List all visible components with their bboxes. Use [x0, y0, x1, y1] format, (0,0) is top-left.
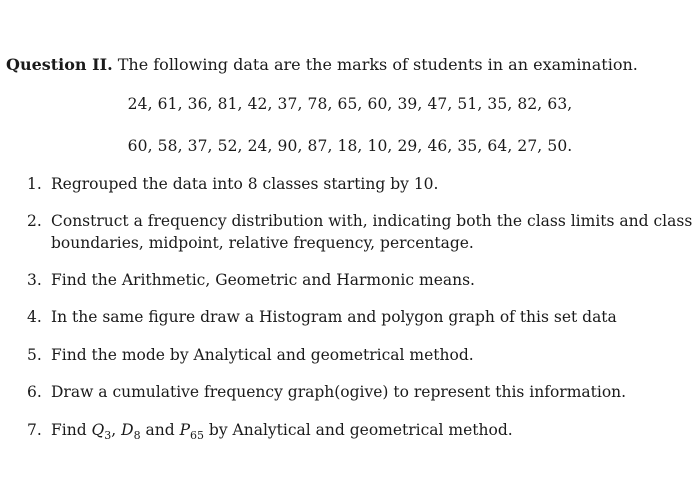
- list-item-text: Find the Arithmetic, Geometric and Harmonic means.: [51, 271, 475, 289]
- data-line-1: 24, 61, 36, 81, 42, 37, 78, 65, 60, 39, 47, 51, 35, 82, 63,: [127, 95, 573, 113]
- item-suffix: by Analytical and geometrical method.: [204, 421, 513, 439]
- list-item-5: [27, 344, 697, 366]
- list-item-3: [27, 269, 697, 291]
- data-line-2: 60, 58, 37, 52, 24, 90, 87, 18, 10, 29, 46, 35, 64, 27, 50.: [127, 137, 573, 155]
- list-item-1: [27, 173, 697, 195]
- list-item-number: 4.: [27, 308, 42, 326]
- list-item-number: 1.: [27, 175, 42, 193]
- question-label: Question II.: [6, 55, 113, 74]
- q3-var: Q: [91, 421, 105, 439]
- item-sep-2: and: [140, 421, 180, 439]
- list-item-2: [27, 210, 697, 254]
- item-sep-1: ,: [111, 421, 122, 439]
- p65-var: P: [179, 421, 190, 439]
- list-item-text: Find the mode by Analytical and geometrical method.: [51, 346, 474, 364]
- list-item-6: [27, 381, 697, 403]
- q3-sub: 3: [104, 429, 112, 443]
- list-item-text: Construct a frequency distribution with, indicating both the class limits and class boundaries, midpoint, relative frequency, percentage.: [51, 212, 693, 252]
- list-item-number: 7.: [27, 421, 42, 439]
- d8-sub: 8: [133, 429, 141, 443]
- list-item-text: In the same figure draw a Histogram and polygon graph of this set data: [51, 308, 617, 326]
- question-heading: [6, 54, 696, 76]
- q3-symbol: [91, 421, 112, 443]
- list-item-text: Draw a cumulative frequency graph(ogive) to represent this information.: [51, 383, 627, 401]
- list-item-number: 2.: [27, 212, 42, 230]
- list-item-text: Regrouped the data into 8 classes starting by 10.: [51, 175, 439, 193]
- question-intro: The following data are the marks of students in an examination.: [112, 55, 638, 74]
- d8-var: D: [121, 421, 134, 439]
- list-item-7: [27, 419, 697, 441]
- item-prefix: Find: [51, 421, 92, 439]
- list-item-number: 5.: [27, 346, 42, 364]
- list-item-4: [27, 306, 697, 328]
- list-item-number: 6.: [27, 383, 42, 401]
- d8-symbol: [121, 421, 141, 443]
- p65-sub: 65: [190, 429, 204, 443]
- list-item-text: [51, 419, 697, 441]
- list-item-number: 3.: [27, 271, 42, 289]
- p65-symbol: [179, 421, 204, 443]
